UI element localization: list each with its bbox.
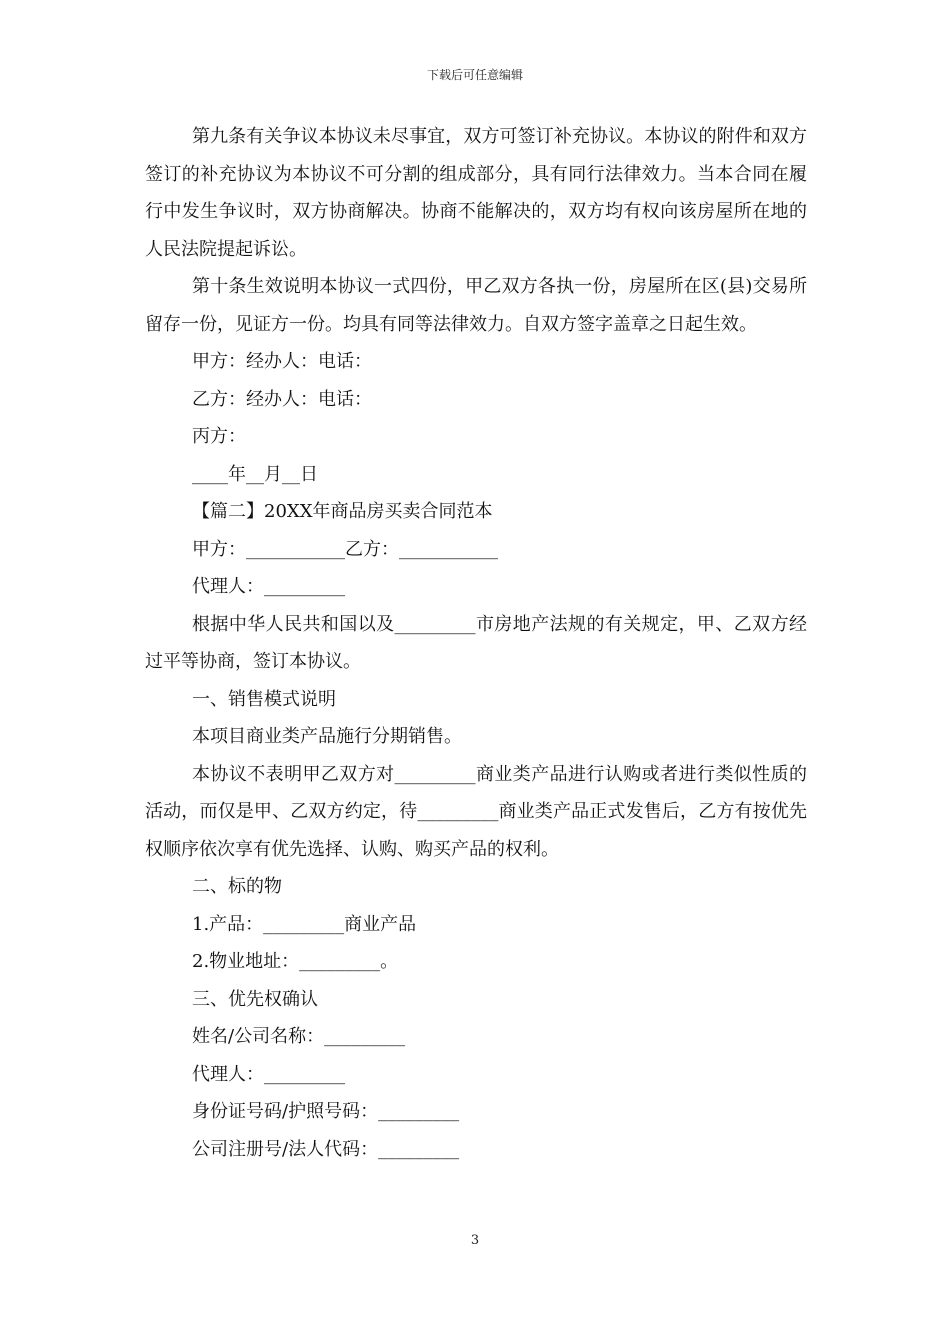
heading-subject: 二、标的物 xyxy=(192,876,282,897)
priority-paragraph: 本协议不表明甲乙双方对_________商业类产品进行认购或者进行类似性质的活动，而仅是甲、乙双方约定，待_________商业类产品正式发售后，乙方有按优先权顺序依次享有优先选择、认购、购买产品的权利。 xyxy=(145,763,807,860)
page-number: 3 xyxy=(470,1233,480,1248)
agent-line: 代理人：_________ xyxy=(192,576,345,597)
heading-sales-mode: 一、销售模式说明 xyxy=(192,688,336,710)
date-line: ____年__月__日 xyxy=(192,463,318,485)
page-header: 下载后可任意编辑 xyxy=(426,68,523,82)
section-title: 【篇二】20XX年商品房买卖合同范本 xyxy=(192,501,493,522)
field-agent: 代理人：_________ xyxy=(192,1063,345,1085)
subject-item-address: 2.物业地址：_________。 xyxy=(192,951,399,972)
signature-party-c: 丙方： xyxy=(192,426,246,447)
preamble-paragraph: 根据中华人民共和国以及_________市房地产法规的有关规定，甲、乙双方经过平等协商，签订本协议。 xyxy=(145,613,807,672)
document-body xyxy=(145,118,807,1168)
subject-item-product: 1.产品：_________商业产品 xyxy=(192,913,417,935)
field-id-number: 身份证号码/护照号码：_________ xyxy=(192,1101,460,1122)
parties-line: 甲方：___________乙方：___________ xyxy=(192,538,498,560)
signature-party-b: 乙方：经办人：电话： xyxy=(192,388,372,410)
article-9-paragraph: 第九条有关争议本协议未尽事宜，双方可签订补充协议。本协议的附件和双方签订的补充协议为本协议不可分割的组成部分，具有同行法律效力。当本合同在履行中发生争议时，双方协商解决。协商不能解决的，双方均有权向该房屋所在地的人民法院提起诉讼。 xyxy=(145,126,807,260)
field-registration: 公司注册号/法人代码：_________ xyxy=(192,1138,460,1160)
article-10-paragraph: 第十条生效说明本协议一式四份，甲乙双方各执一份，房屋所在区(县)交易所留存一份，见证方一份。均具有同等法律效力。自双方签字盖章之日起生效。 xyxy=(145,276,807,335)
field-name: 姓名/公司名称：_________ xyxy=(192,1026,406,1047)
signature-party-a: 甲方：经办人：电话： xyxy=(192,351,372,372)
heading-priority-confirm: 三、优先权确认 xyxy=(192,988,318,1010)
sales-mode-paragraph: 本项目商业类产品施行分期销售。 xyxy=(192,726,462,747)
